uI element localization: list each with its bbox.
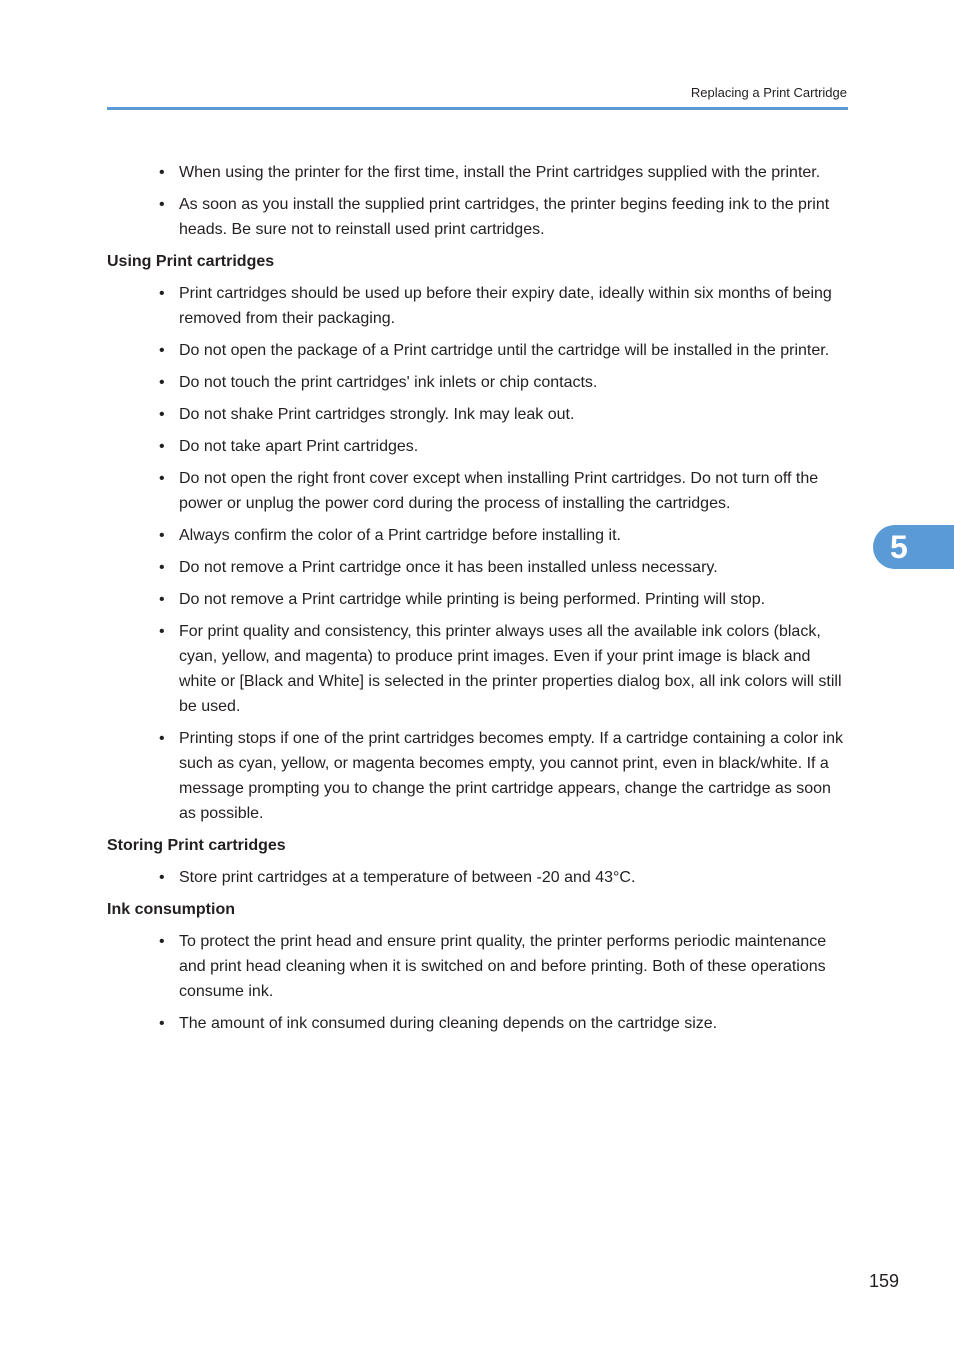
list-item: • Do not open the package of a Print cartridge until the cartridge will be installed in the printer. (107, 338, 849, 363)
bullet-icon: • (159, 559, 165, 576)
bullet-icon: • (159, 164, 165, 181)
list-item: • The amount of ink consumed during cleaning depends on the cartridge size. (107, 1011, 849, 1036)
page-number: 159 (868, 1271, 899, 1291)
bullet-icon: • (159, 591, 165, 608)
intro-bullet-list (107, 160, 849, 242)
bullet-icon: • (159, 285, 165, 302)
section-heading-ink-consumption: Ink consumption (107, 901, 235, 918)
list-item: • For print quality and consistency, this printer always uses all the available ink colors (black, cyan, yellow, and magenta) to produce print images. Even if your print image is black and white or [Black and White] is selected in the printer properties dialog box, all ink colors will still be used. (107, 619, 849, 719)
ink-consumption-bullet-list (107, 929, 849, 1036)
list-item: • Store print cartridges at a temperature of between -20 and 43°C. (107, 865, 849, 890)
list-item: • To protect the print head and ensure print quality, the printer performs periodic maintenance and print head cleaning when it is switched on and before printing. Both of these operations consume ink. (107, 929, 849, 1004)
bullet-icon: • (159, 406, 165, 423)
running-header: Replacing a Print Cartridge (690, 85, 847, 100)
list-item: • Always confirm the color of a Print cartridge before installing it. (107, 523, 849, 548)
list-item: • Do not open the right front cover except when installing Print cartridges. Do not turn off the power or unplug the power cord during the process of installing the cartridges. (107, 466, 849, 516)
bullet-icon: • (159, 527, 165, 544)
using-bullet-list (107, 281, 849, 826)
list-item: • As soon as you install the supplied print cartridges, the printer begins feeding ink to the print heads. Be sure not to reinstall used print cartridges. (107, 192, 849, 242)
bullet-icon: • (159, 374, 165, 391)
bullet-icon: • (159, 623, 165, 640)
list-item: • Printing stops if one of the print cartridges becomes empty. If a cartridge containing a color ink such as cyan, yellow, or magenta becomes empty, you cannot print, even in black/white. If a message prompting you to change the print cartridge appears, change the cartridge as soon as possible. (107, 726, 849, 826)
bullet-icon: • (159, 470, 165, 487)
list-item: • Do not remove a Print cartridge once it has been installed unless necessary. (107, 555, 849, 580)
list-item: • Do not take apart Print cartridges. (107, 434, 849, 459)
section-heading-using: Using Print cartridges (107, 253, 275, 270)
list-item: • Do not remove a Print cartridge while printing is being performed. Printing will stop. (107, 587, 849, 612)
list-item: • Print cartridges should be used up before their expiry date, ideally within six months of being removed from their packaging. (107, 281, 849, 331)
header-rule (107, 107, 848, 110)
bullet-icon: • (159, 933, 165, 950)
bullet-icon: • (159, 438, 165, 455)
chapter-tab (873, 525, 954, 569)
page-content (107, 160, 849, 1043)
bullet-icon: • (159, 869, 165, 886)
chapter-number: 5 (890, 529, 908, 565)
section-heading-storing: Storing Print cartridges (107, 837, 286, 854)
list-item: • When using the printer for the first time, install the Print cartridges supplied with the printer. (107, 160, 849, 185)
bullet-icon: • (159, 196, 165, 213)
bullet-icon: • (159, 342, 165, 359)
bullet-icon: • (159, 730, 165, 747)
storing-bullet-list (107, 865, 849, 890)
bullet-icon: • (159, 1015, 165, 1032)
list-item: • Do not touch the print cartridges' ink inlets or chip contacts. (107, 370, 849, 395)
list-item: • Do not shake Print cartridges strongly. Ink may leak out. (107, 402, 849, 427)
